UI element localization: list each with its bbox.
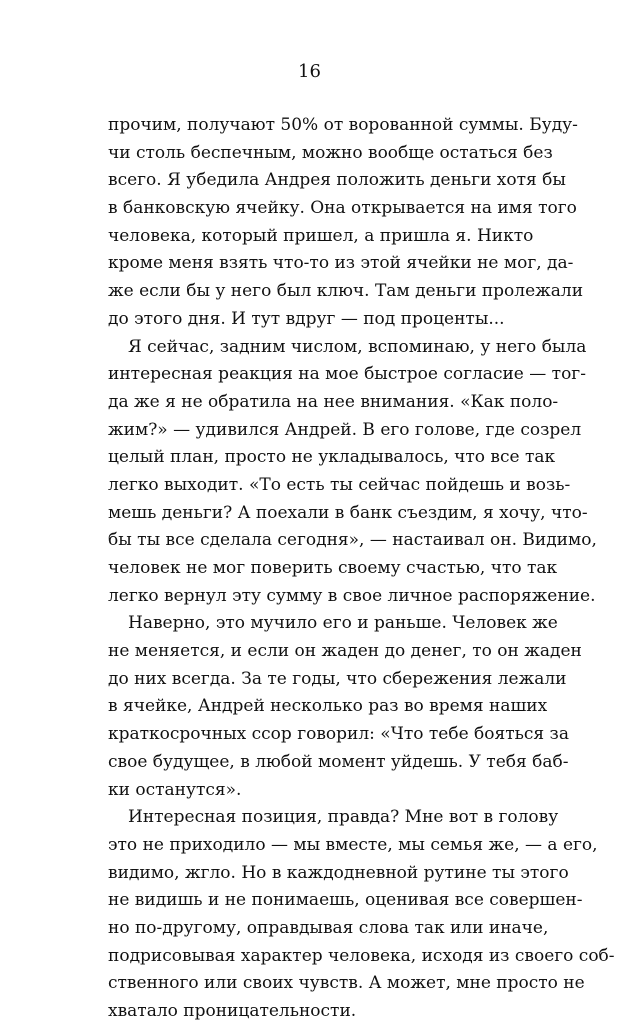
text-line: видимо, жгло. Но в каждодневной рутине ты этого — [108, 862, 569, 883]
text-line: бы ты все сделала сегодня», — настаивал он. Видимо, — [108, 530, 597, 551]
text-line: до них всегда. За те годы, что сбережения лежали — [108, 668, 567, 689]
text-line: Интересная позиция, правда? Мне вот в голову — [128, 807, 559, 828]
page-number: 16 — [298, 61, 321, 82]
paragraph-3 — [108, 610, 582, 804]
text-line: ки останутся». — [108, 779, 242, 800]
text-line: не видишь и не понимаешь, оценивая все совершен- — [108, 890, 583, 911]
paragraph-1 — [108, 112, 584, 334]
text-line: в банковскую ячейку. Она открывается на имя того — [108, 198, 577, 219]
text-line: свое будущее, в любой момент уйдешь. У тебя баб- — [108, 751, 569, 772]
text-line: всего. Я убедила Андрея положить деньги хотя бы — [108, 170, 566, 191]
paragraph-4 — [108, 804, 615, 1026]
text-line: легко вернул эту сумму в свое личное распоряжение. — [108, 585, 596, 606]
text-line: человек не мог поверить своему счастью, что так — [108, 558, 558, 578]
text-line: Наверно, это мучило его и раньше. Человек же — [128, 613, 558, 634]
text-line: прочим, получают 50% от ворованной суммы. Буду- — [108, 115, 578, 135]
text-line: до этого дня. И тут вдруг — под проценты... — [108, 308, 505, 329]
text-line: не меняется, и если он жаден до денег, то он жаден — [108, 641, 582, 662]
text-line: жим?» — удивился Андрей. В его голове, где созрел — [108, 419, 582, 440]
text-line: целый план, просто не укладывалось, что все так — [108, 447, 556, 468]
text-line: краткосрочных ссор говорил: «Что тебе бояться за — [108, 724, 569, 745]
text-line: в ячейке, Андрей несколько раз во время наших — [108, 696, 548, 717]
text-line: да же я не обратила на нее внимания. «Как поло- — [108, 391, 559, 412]
text-line: ственного или своих чувств. А может, мне просто не — [108, 973, 585, 994]
text-line: мешь деньги? А поехали в банк съездим, я хочу, что- — [108, 502, 588, 523]
text-line: же если бы у него был ключ. Там деньги пролежали — [108, 281, 584, 302]
text-line: Я сейчас, задним числом, вспоминаю, у него была — [128, 336, 587, 357]
text-line: интересная реакция на мое быстрое согласие — тог- — [108, 364, 586, 385]
text-line: это не приходило — мы вместе, мы семья же, — а его, — [108, 834, 598, 855]
text-line: хватало проницательности. — [108, 1001, 357, 1021]
text-line: чи столь беспечным, можно вообще остаться без — [108, 142, 553, 163]
text-line: но по-другому, оправдывая слова так или иначе, — [108, 917, 549, 938]
text-line: подрисовывая характер человека, исходя из своего соб- — [108, 945, 615, 966]
paragraph-2 — [108, 334, 597, 611]
text-line: кроме меня взять что-то из этой ячейки не мог, да- — [108, 253, 574, 274]
text-line: человека, который пришел, а пришла я. Никто — [108, 225, 534, 246]
body-text — [108, 112, 615, 1026]
text-line: легко выходит. «То есть ты сейчас пойдешь и возь- — [108, 474, 571, 495]
